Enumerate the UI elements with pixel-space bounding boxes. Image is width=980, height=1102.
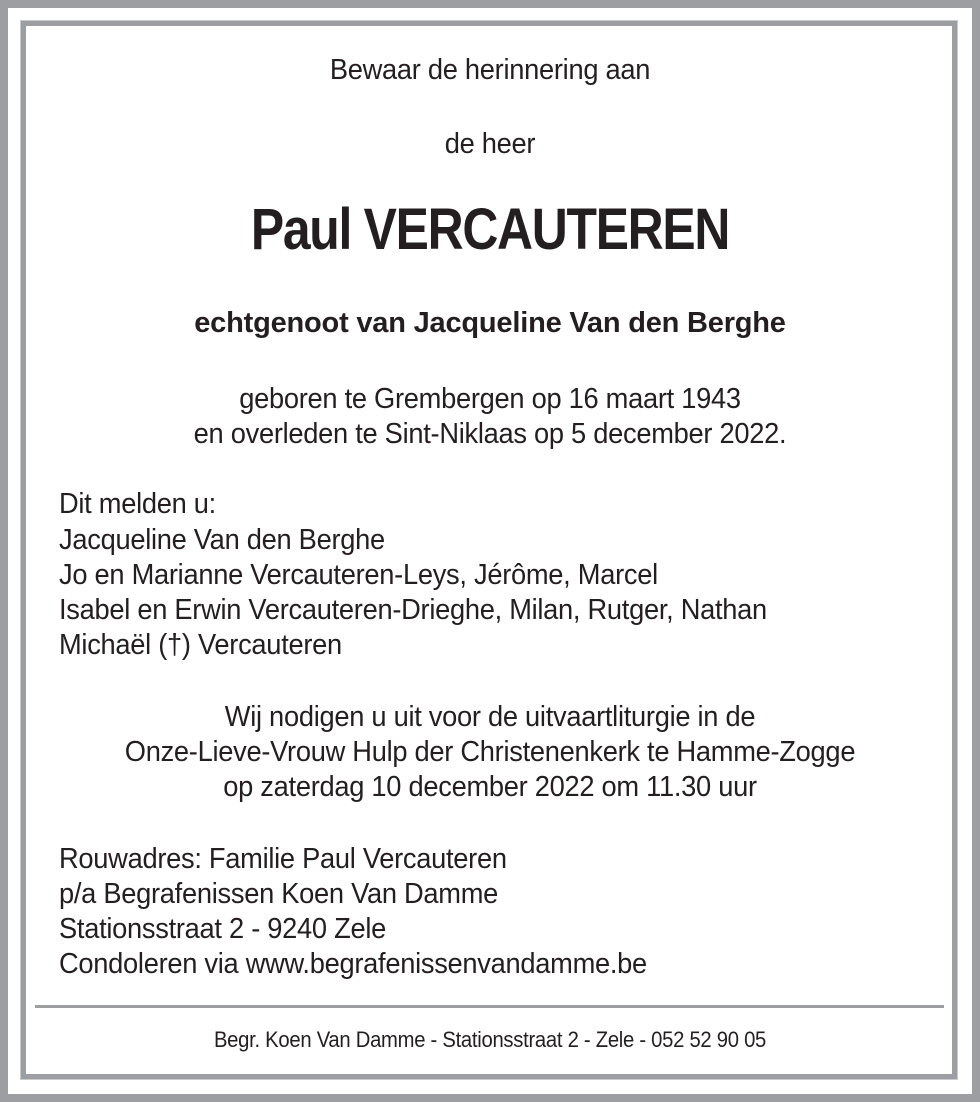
condolence-link[interactable]: Condoleren via www.begrafenissenvandamme.be [59,948,647,980]
announcer-line: Michaël (†) Vercauteren [59,629,342,661]
title-prefix: de heer [444,128,536,160]
birth-line: geboren te Grembergen op 16 maart 1943 [239,383,741,415]
ceremony-line: Wij nodigen u uit voor de uitvaartliturgie in de [224,701,756,733]
announcer-line: Jo en Marianne Vercauteren-Leys, Jérôme, Marcel [59,559,658,591]
death-line: en overleden te Sint-Niklaas op 5 december 2022. [193,418,787,450]
announcer-line: Jacqueline Van den Berghe [59,524,385,556]
funeral-home-footer: Begr. Koen Van Damme - Stationsstraat 2 - Zele - 052 52 90 05 [213,1027,767,1052]
ceremony-line: op zaterdag 10 december 2022 om 11.30 uur [223,771,757,803]
footer-divider [35,1005,944,1008]
address-line: Stationsstraat 2 - 9240 Zele [59,913,386,945]
announcer-line: Isabel en Erwin Vercauteren-Drieghe, Milan, Rutger, Nathan [59,594,767,626]
ceremony-line: Onze-Lieve-Vrouw Hulp der Christenenkerk te Hamme-Zogge [124,736,856,768]
address-line: Rouwadres: Familie Paul Vercauteren [59,843,507,875]
deceased-name: Paul VERCAUTEREN [250,197,730,262]
announcers-heading: Dit melden u: [59,488,216,520]
address-line: p/a Begrafenissen Koen Van Damme [59,878,499,910]
intro-text: Bewaar de herinnering aan [329,54,651,86]
spouse-line: echtgenoot van Jacqueline Van den Berghe [194,307,786,339]
